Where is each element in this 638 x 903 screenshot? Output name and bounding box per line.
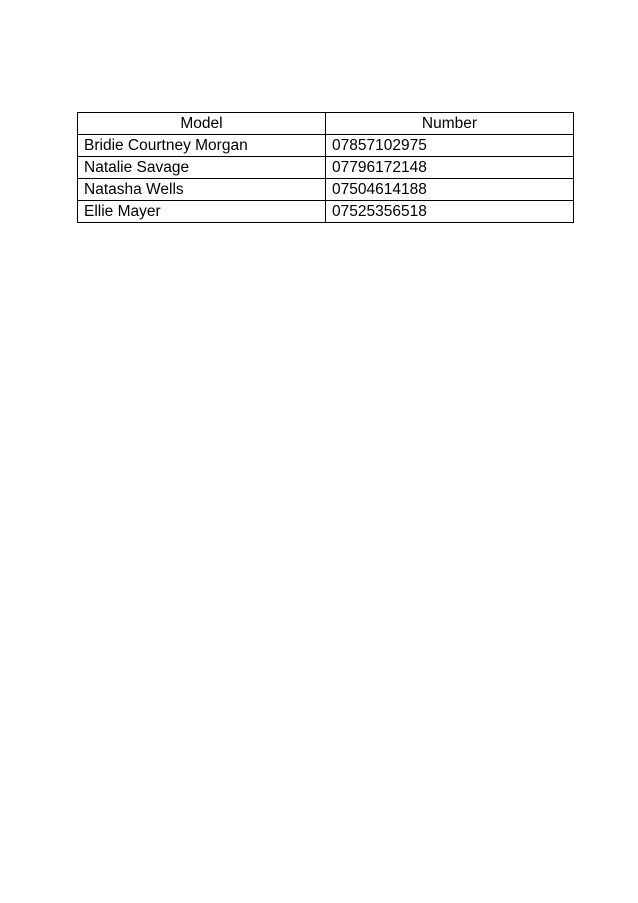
model-name-cell: Bridie Courtney Morgan — [78, 135, 326, 157]
header-number: Number — [326, 113, 574, 135]
header-model: Model — [78, 113, 326, 135]
phone-number-cell: 07857102975 — [326, 135, 574, 157]
table-row — [78, 179, 574, 201]
phone-number-cell: 07525356518 — [326, 201, 574, 223]
model-contact-table — [77, 112, 574, 223]
table-row — [78, 157, 574, 179]
model-name-cell: Natasha Wells — [78, 179, 326, 201]
table-row — [78, 135, 574, 157]
table-header-row — [78, 113, 574, 135]
phone-number-cell: 07504614188 — [326, 179, 574, 201]
model-name-cell: Ellie Mayer — [78, 201, 326, 223]
phone-number-cell: 07796172148 — [326, 157, 574, 179]
table-row — [78, 201, 574, 223]
model-name-cell: Natalie Savage — [78, 157, 326, 179]
